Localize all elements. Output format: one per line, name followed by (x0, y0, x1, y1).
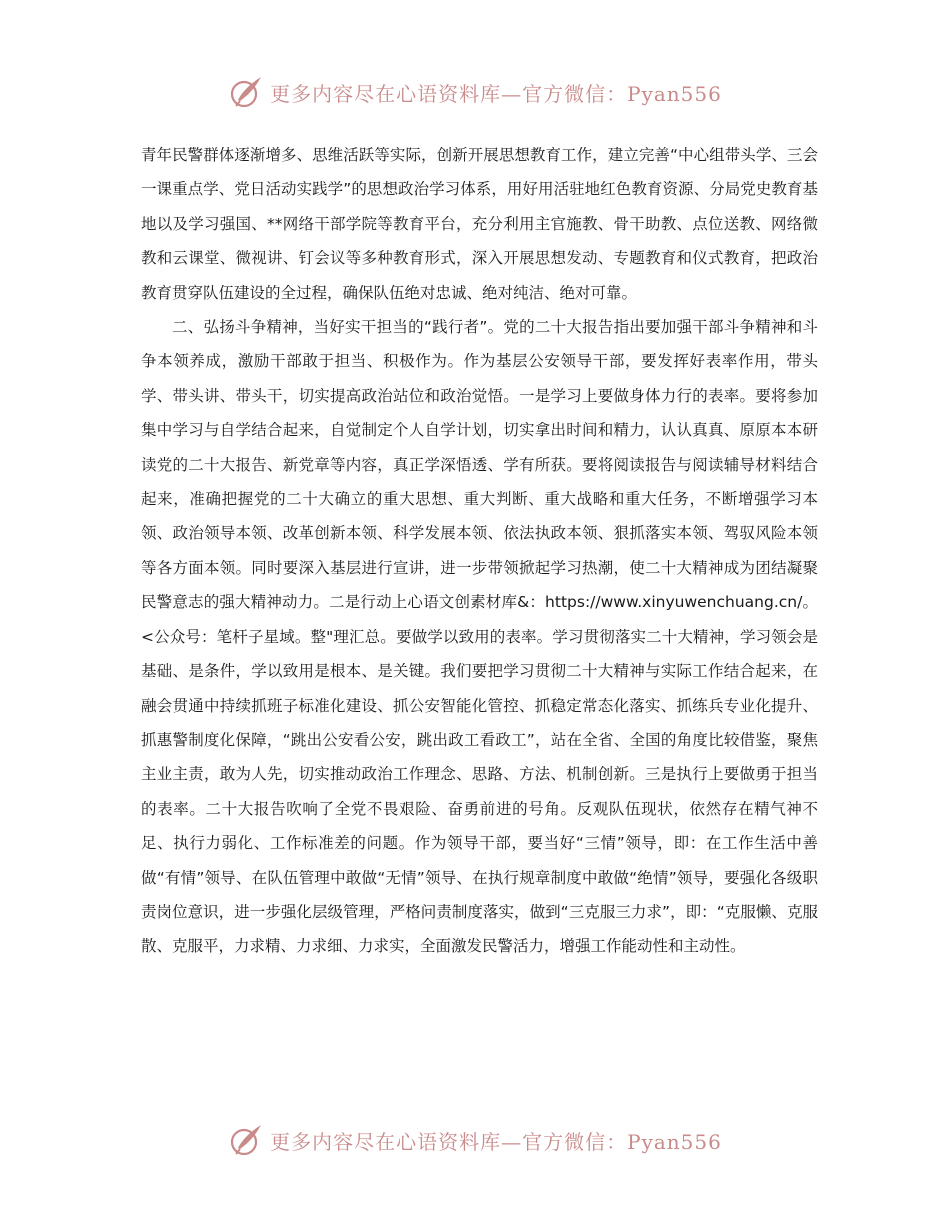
paragraph-continuation: 青年民警群体逐渐增多、思维活跃等实际，创新开展思想教育工作，建立完善“中心组带头学、三会一课重点学、党日活动实践学”的思想政治学习体系，用好用活驻地红色教育资源、分局党史教育基地以及学习强国、**网络干部学院等教育平台，充分利用主官施教、骨干助教、点位送教、网络微教和云课堂、微视讲、钉会议等多种教育形式，深入开展思想发动、专题教育和仪式教育，把政治教育贯穿队伍建设的全过程，确保队伍绝对忠诚、绝对纯洁、绝对可靠。 (141, 146, 818, 302)
footer-banner (0, 1118, 950, 1162)
paragraph-section-two: 二、弘扬斗争精神，当好实干担当的“践行者”。党的二十大报告指出要加强干部斗争精神和斗争本领养成，激励干部敢于担当、积极作为。作为基层公安领导干部，要发挥好表率作用，带头学、带头讲、带头干，切实提高政治站位和政治觉悟。一是学习上要做身体力行的表率。要将参加集中学习与自学结合起来，自觉制定个人自学计划，切实拿出时间和精力，认认真真、原原本本研读党的二十大报告、新党章等内容，真正学深悟透、学有所获。要将阅读报告与阅读辅导材料结合起来，准确把握党的二十大确立的重大思想、重大判断、重大战略和重大任务，不断增强学习本领、政治领导本领、改革创新本领、科学发展本领、依法执政本领、狠抓落实本领、驾驭风险本领等各方面本领。同时要深入基层进行宣讲，进一步带领掀起学习热潮，使二十大精神成为团结凝聚民警意志的强大精神动力。二是行动上心语文创素材库&：https://www.xinyuwenchuang.cn/。<公众号：笔杆子星域。整"理汇总。要做学以致用的表率。学习贯彻落实二十大精神，学习领会是基础、是条件，学以致用是根本、是关键。我们要把学习贯彻二十大精神与实际工作结合起来，在融会贯通中持续抓班子标准化建设、抓公安智能化管控、抓稳定常态化落实、抓练兵专业化提升、抓惠警制度化保障，“跳出公安看公安，跳出政工看政工”，站在全省、全国的角度比较借鉴，聚焦主业主责，敢为人先，切实推动政治工作理念、思路、方法、机制创新。三是执行上要做勇于担当的表率。二十大报告吹响了全党不畏艰险、奋勇前进的号角。反观队伍现状，依然存在精气神不足、执行力弱化、工作标准差的问题。作为领导干部，要当好“三情”领导，即：在工作生活中善做“有情”领导、在队伍管理中敢做“无情”领导、在执行规章制度中敢做“绝情”领导，要强化各级职责岗位意识，进一步强化层级管理，严格问责制度落实，做到“三克服三力求”，即：“克服懒、克服散、克服平，力求精、力求细、力求实，全面激发民警活力，增强工作能动性和主动性。 (141, 318, 818, 956)
header-banner-text: 更多内容尽在心语资料库—官方微信：Pyan556 (270, 81, 722, 106)
header-banner (0, 70, 950, 114)
footer-banner-text: 更多内容尽在心语资料库—官方微信：Pyan556 (270, 1129, 722, 1154)
document-body (141, 138, 818, 964)
quill-pen-logo-icon (228, 74, 264, 110)
quill-pen-logo-icon (228, 1122, 264, 1158)
